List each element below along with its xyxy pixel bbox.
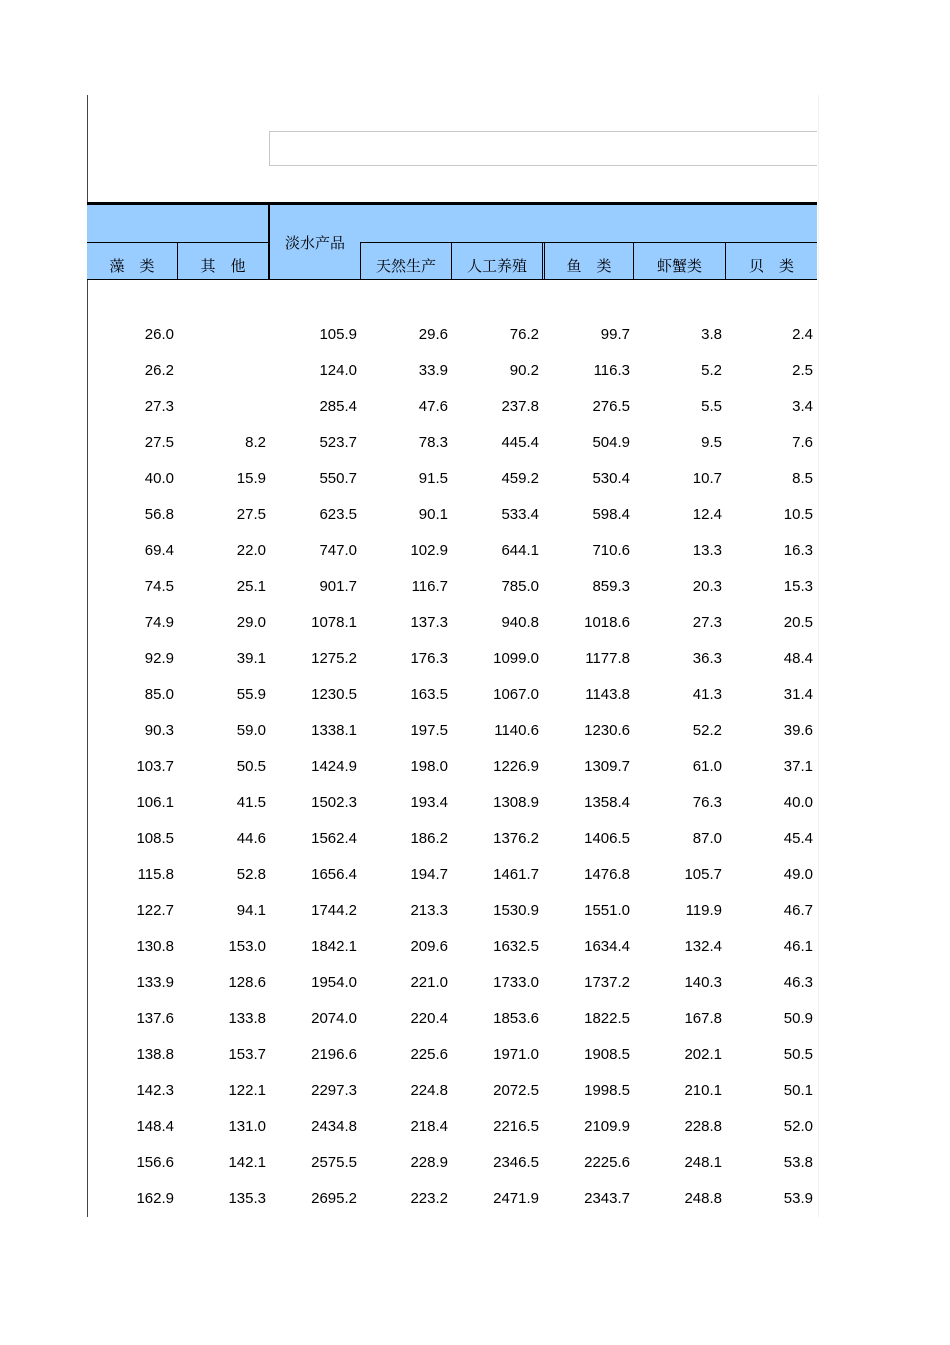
table-cell[interactable]: 2225.6 (584, 1154, 630, 1171)
table-cell[interactable]: 115.8 (137, 866, 174, 883)
table-cell[interactable]: 90.2 (509, 362, 539, 379)
table-cell[interactable]: 153.7 (228, 1046, 266, 1063)
table-cell[interactable]: 598.4 (592, 506, 630, 523)
table-cell[interactable]: 122.1 (228, 1082, 266, 1099)
table-cell[interactable]: 198.0 (410, 758, 448, 775)
table-cell[interactable]: 1230.6 (584, 722, 630, 739)
table-cell[interactable]: 124.0 (319, 362, 357, 379)
table-cell[interactable]: 213.3 (410, 902, 448, 919)
table-cell[interactable]: 3.8 (701, 326, 722, 343)
table-cell[interactable]: 209.6 (410, 938, 448, 955)
table-cell[interactable]: 1338.1 (311, 722, 357, 739)
table-cell[interactable]: 1078.1 (311, 614, 357, 631)
table-cell[interactable]: 55.9 (236, 686, 266, 703)
table-cell[interactable]: 248.1 (684, 1154, 722, 1171)
table-cell[interactable]: 40.0 (783, 794, 813, 811)
table-cell[interactable] (178, 353, 270, 389)
header-natural-production: 天然生产 (375, 256, 436, 275)
table-cell[interactable]: 194.7 (410, 866, 448, 883)
table-cell[interactable]: 76.3 (692, 794, 722, 811)
table-cell[interactable]: 285.4 (319, 398, 357, 415)
table-cell[interactable]: 225.6 (410, 1046, 448, 1063)
table-cell[interactable]: 53.9 (783, 1190, 813, 1207)
table-cell[interactable]: 228.8 (684, 1118, 722, 1135)
table-cell[interactable]: 1853.6 (493, 1010, 539, 1027)
header-freshwater-products: 淡水产品 (284, 233, 345, 252)
table-row (87, 785, 817, 821)
table-row (87, 821, 817, 857)
table-cell[interactable]: 1908.5 (584, 1046, 630, 1063)
table-cell[interactable]: 1424.9 (311, 758, 357, 775)
table-cell[interactable]: 138.8 (136, 1046, 174, 1063)
table-cell[interactable]: 163.5 (410, 686, 448, 703)
table-cell[interactable]: 40.0 (144, 470, 174, 487)
header-other: 其 他 (200, 256, 246, 275)
table-cell[interactable]: 193.4 (410, 794, 448, 811)
table-cell[interactable]: 31.4 (783, 686, 813, 703)
table-row (87, 317, 817, 353)
table-cell[interactable]: 2346.5 (493, 1154, 539, 1171)
table-cell[interactable]: 210.1 (684, 1082, 722, 1099)
table-cell[interactable]: 5.2 (701, 362, 722, 379)
table-cell[interactable]: 1018.6 (584, 614, 630, 631)
table-row (87, 1037, 817, 1073)
table-cell[interactable]: 2072.5 (493, 1082, 539, 1099)
table-cell[interactable]: 116.7 (411, 578, 448, 595)
table-row (87, 1109, 817, 1145)
table-cell[interactable]: 7.6 (792, 434, 813, 451)
table-cell[interactable]: 20.5 (783, 614, 813, 631)
table-cell[interactable]: 10.5 (783, 506, 813, 523)
header-rule (87, 279, 817, 280)
table-cell[interactable]: 116.3 (593, 362, 630, 379)
table-body (87, 317, 817, 1217)
table-cell[interactable]: 36.3 (692, 650, 722, 667)
table-cell[interactable]: 74.9 (144, 614, 174, 631)
table-cell[interactable]: 39.6 (783, 722, 813, 739)
table-cell[interactable]: 15.3 (783, 578, 813, 595)
table-cell[interactable]: 1842.1 (311, 938, 357, 955)
table-cell[interactable]: 90.3 (144, 722, 174, 739)
table-cell[interactable]: 1656.4 (311, 866, 357, 883)
table-cell[interactable]: 135.3 (228, 1190, 266, 1207)
table-cell[interactable]: 59.0 (236, 722, 266, 739)
table-cell[interactable]: 153.0 (228, 938, 266, 955)
table-cell[interactable]: 530.4 (592, 470, 630, 487)
table-cell[interactable]: 1406.5 (584, 830, 630, 847)
table-cell[interactable]: 50.5 (236, 758, 266, 775)
table-cell[interactable]: 859.3 (592, 578, 630, 595)
table-cell[interactable]: 2434.8 (311, 1118, 357, 1135)
table-row (87, 929, 817, 965)
table-cell[interactable]: 53.8 (783, 1154, 813, 1171)
table-cell[interactable]: 140.3 (684, 974, 722, 991)
table-row (87, 677, 817, 713)
table-cell[interactable]: 1998.5 (584, 1082, 630, 1099)
table-cell[interactable]: 105.9 (319, 326, 357, 343)
table-cell[interactable]: 133.8 (228, 1010, 266, 1027)
header-algae: 藻 类 (109, 256, 155, 275)
table-cell[interactable]: 128.6 (228, 974, 266, 991)
table-cell[interactable]: 2297.3 (311, 1082, 357, 1099)
table-cell[interactable]: 248.8 (684, 1190, 722, 1207)
table-cell[interactable]: 22.0 (236, 542, 266, 559)
table-header (87, 202, 817, 279)
table-cell[interactable]: 74.5 (144, 578, 174, 595)
table-cell[interactable]: 50.9 (783, 1010, 813, 1027)
table-cell[interactable]: 130.8 (136, 938, 174, 955)
table-cell[interactable]: 76.2 (509, 326, 539, 343)
table-cell[interactable]: 2471.9 (493, 1190, 539, 1207)
table-cell[interactable]: 87.0 (692, 830, 722, 847)
table-cell[interactable]: 99.7 (600, 326, 630, 343)
table-cell[interactable]: 459.2 (501, 470, 539, 487)
table-cell[interactable]: 103.7 (136, 758, 174, 775)
table-cell[interactable]: 5.5 (701, 398, 722, 415)
table-cell[interactable]: 1358.4 (584, 794, 630, 811)
table-cell[interactable]: 61.0 (692, 758, 722, 775)
table-cell[interactable]: 1309.7 (584, 758, 630, 775)
table-cell[interactable]: 1551.0 (584, 902, 630, 919)
table-cell[interactable]: 27.3 (144, 398, 174, 415)
table-cell[interactable]: 220.4 (410, 1010, 448, 1027)
header-shellfish: 贝 类 (748, 256, 794, 275)
table-cell[interactable]: 176.3 (410, 650, 448, 667)
table-cell[interactable]: 15.9 (236, 470, 266, 487)
table-cell[interactable]: 2074.0 (311, 1010, 357, 1027)
table-cell[interactable]: 1744.2 (311, 902, 357, 919)
table-cell[interactable]: 1275.2 (311, 650, 357, 667)
table-cell[interactable]: 1822.5 (584, 1010, 630, 1027)
table-cell[interactable]: 1530.9 (493, 902, 539, 919)
table-cell[interactable]: 504.9 (592, 434, 630, 451)
table-cell[interactable]: 2196.6 (311, 1046, 357, 1063)
table-cell[interactable]: 1177.8 (585, 650, 630, 667)
table-cell[interactable]: 27.5 (236, 506, 266, 523)
table-row (87, 461, 817, 497)
table-cell[interactable]: 20.3 (692, 578, 722, 595)
table-cell[interactable]: 228.9 (410, 1154, 448, 1171)
table-cell[interactable]: 156.6 (136, 1154, 174, 1171)
table-cell[interactable]: 13.3 (692, 542, 722, 559)
table-cell[interactable]: 33.9 (418, 362, 448, 379)
table-row (87, 965, 817, 1001)
table-cell[interactable]: 102.9 (410, 542, 448, 559)
table-cell[interactable]: 1226.9 (493, 758, 539, 775)
table-cell[interactable]: 16.3 (783, 542, 813, 559)
table-cell[interactable]: 45.4 (783, 830, 813, 847)
table-row (87, 1145, 817, 1181)
table-cell[interactable]: 1308.9 (493, 794, 539, 811)
table-cell[interactable]: 46.3 (783, 974, 813, 991)
table-cell[interactable]: 132.4 (684, 938, 722, 955)
table-cell[interactable]: 202.1 (684, 1046, 722, 1063)
table-cell[interactable]: 9.5 (701, 434, 722, 451)
table-cell[interactable]: 2343.7 (584, 1190, 630, 1207)
table-cell[interactable]: 52.8 (236, 866, 266, 883)
table-row (87, 713, 817, 749)
table-cell[interactable]: 1954.0 (311, 974, 357, 991)
table-cell[interactable]: 41.3 (692, 686, 722, 703)
table-cell[interactable]: 2.4 (792, 326, 813, 343)
table-cell[interactable]: 940.8 (501, 614, 539, 631)
table-cell[interactable]: 37.1 (783, 758, 813, 775)
header-divider (542, 242, 543, 279)
table-cell[interactable]: 69.4 (144, 542, 174, 559)
table-cell[interactable]: 550.7 (319, 470, 357, 487)
table-row (87, 497, 817, 533)
table-cell[interactable]: 747.0 (319, 542, 357, 559)
table-cell[interactable]: 26.0 (144, 326, 174, 343)
table-cell[interactable]: 186.2 (410, 830, 448, 847)
title-cell[interactable] (269, 131, 817, 166)
table-cell[interactable]: 78.3 (418, 434, 448, 451)
table-cell[interactable]: 27.5 (144, 434, 174, 451)
table-cell[interactable]: 12.4 (692, 506, 722, 523)
table-row (87, 857, 817, 893)
table-cell[interactable]: 85.0 (144, 686, 174, 703)
table-cell[interactable]: 644.1 (501, 542, 539, 559)
table-cell[interactable]: 50.1 (783, 1082, 813, 1099)
table-cell[interactable]: 276.5 (592, 398, 630, 415)
table-row (87, 533, 817, 569)
table-cell[interactable]: 105.7 (684, 866, 722, 883)
table-cell[interactable]: 1099.0 (493, 650, 539, 667)
table-cell[interactable]: 49.0 (783, 866, 813, 883)
table-cell[interactable]: 2109.9 (584, 1118, 630, 1135)
table-cell[interactable] (178, 389, 270, 425)
table-cell[interactable]: 218.4 (410, 1118, 448, 1135)
table-cell[interactable]: 8.5 (792, 470, 813, 487)
table-row (87, 893, 817, 929)
table-cell[interactable]: 46.7 (783, 902, 813, 919)
table-cell[interactable]: 29.0 (236, 614, 266, 631)
table-cell[interactable]: 119.9 (685, 902, 722, 919)
table-row (87, 1001, 817, 1037)
table-cell[interactable]: 1634.4 (584, 938, 630, 955)
table-cell[interactable]: 1461.7 (493, 866, 539, 883)
table-cell[interactable]: 223.2 (410, 1190, 448, 1207)
table-row (87, 1181, 817, 1217)
table-cell[interactable]: 52.2 (692, 722, 722, 739)
table-cell[interactable] (178, 317, 270, 353)
table-cell[interactable]: 148.4 (136, 1118, 174, 1135)
table-cell[interactable]: 27.3 (692, 614, 722, 631)
table-cell[interactable]: 50.5 (783, 1046, 813, 1063)
table-row (87, 749, 817, 785)
table-cell[interactable]: 2216.5 (493, 1118, 539, 1135)
table-cell[interactable]: 1067.0 (493, 686, 539, 703)
table-row (87, 353, 817, 389)
table-cell[interactable]: 137.3 (410, 614, 448, 631)
table-cell[interactable]: 44.6 (236, 830, 266, 847)
table-cell[interactable]: 1143.8 (585, 686, 630, 703)
table-cell[interactable]: 122.7 (136, 902, 174, 919)
table-cell[interactable]: 2695.2 (311, 1190, 357, 1207)
table-cell[interactable]: 445.4 (501, 434, 539, 451)
table-cell[interactable]: 1230.5 (311, 686, 357, 703)
table-row (87, 425, 817, 461)
table-cell[interactable]: 10.7 (692, 470, 722, 487)
table-cell[interactable]: 25.1 (236, 578, 266, 595)
table-cell[interactable]: 1476.8 (584, 866, 630, 883)
table-cell[interactable]: 47.6 (418, 398, 448, 415)
table-cell[interactable]: 52.0 (783, 1118, 813, 1135)
table-cell[interactable]: 167.8 (684, 1010, 722, 1027)
table-cell[interactable]: 1140.6 (494, 722, 539, 739)
table-cell[interactable]: 26.2 (144, 362, 174, 379)
table-cell[interactable]: 48.4 (783, 650, 813, 667)
table-cell[interactable]: 197.5 (410, 722, 448, 739)
table-cell[interactable]: 710.6 (592, 542, 630, 559)
table-cell[interactable]: 92.9 (144, 650, 174, 667)
table-cell[interactable]: 56.8 (144, 506, 174, 523)
table-cell[interactable]: 162.9 (136, 1190, 174, 1207)
header-aquaculture: 人工养殖 (466, 256, 527, 275)
table-cell[interactable]: 2575.5 (311, 1154, 357, 1171)
table-cell[interactable]: 46.1 (783, 938, 813, 955)
table-row (87, 389, 817, 425)
table-cell[interactable]: 90.1 (418, 506, 448, 523)
table-cell[interactable]: 1971.0 (493, 1046, 539, 1063)
table-cell[interactable]: 29.6 (418, 326, 448, 343)
table-cell[interactable]: 1562.4 (311, 830, 357, 847)
table-cell[interactable]: 137.6 (136, 1010, 174, 1027)
table-cell[interactable]: 133.9 (136, 974, 174, 991)
table-cell[interactable]: 2.5 (792, 362, 813, 379)
table-cell[interactable]: 901.7 (319, 578, 357, 595)
table-cell[interactable]: 785.0 (501, 578, 539, 595)
table-cell[interactable]: 1502.3 (311, 794, 357, 811)
table-cell[interactable]: 523.7 (319, 434, 357, 451)
table-cell[interactable]: 1733.0 (493, 974, 539, 991)
table-cell[interactable]: 131.0 (228, 1118, 266, 1135)
table-row (87, 569, 817, 605)
table-cell[interactable]: 142.3 (136, 1082, 174, 1099)
table-cell[interactable]: 623.5 (319, 506, 357, 523)
table-cell[interactable]: 3.4 (792, 398, 813, 415)
header-fish: 鱼 类 (566, 256, 612, 275)
table-cell[interactable]: 108.5 (136, 830, 174, 847)
header-shrimp-crab: 虾蟹类 (656, 256, 702, 275)
table-row (87, 1073, 817, 1109)
table-cell[interactable]: 221.0 (410, 974, 448, 991)
table-cell[interactable]: 41.5 (236, 794, 266, 811)
table-cell[interactable]: 91.5 (418, 470, 448, 487)
table-cell[interactable]: 224.8 (410, 1082, 448, 1099)
table-row (87, 641, 817, 677)
table-cell[interactable]: 39.1 (236, 650, 266, 667)
table-row (87, 605, 817, 641)
table-cell[interactable]: 237.8 (501, 398, 539, 415)
table-cell[interactable]: 1737.2 (584, 974, 630, 991)
table-cell[interactable]: 8.2 (245, 434, 266, 451)
table-cell[interactable]: 106.1 (136, 794, 174, 811)
table-cell[interactable]: 94.1 (236, 902, 266, 919)
table-cell[interactable]: 142.1 (228, 1154, 266, 1171)
table-cell[interactable]: 1632.5 (493, 938, 539, 955)
table-cell[interactable]: 1376.2 (493, 830, 539, 847)
table-cell[interactable]: 533.4 (501, 506, 539, 523)
